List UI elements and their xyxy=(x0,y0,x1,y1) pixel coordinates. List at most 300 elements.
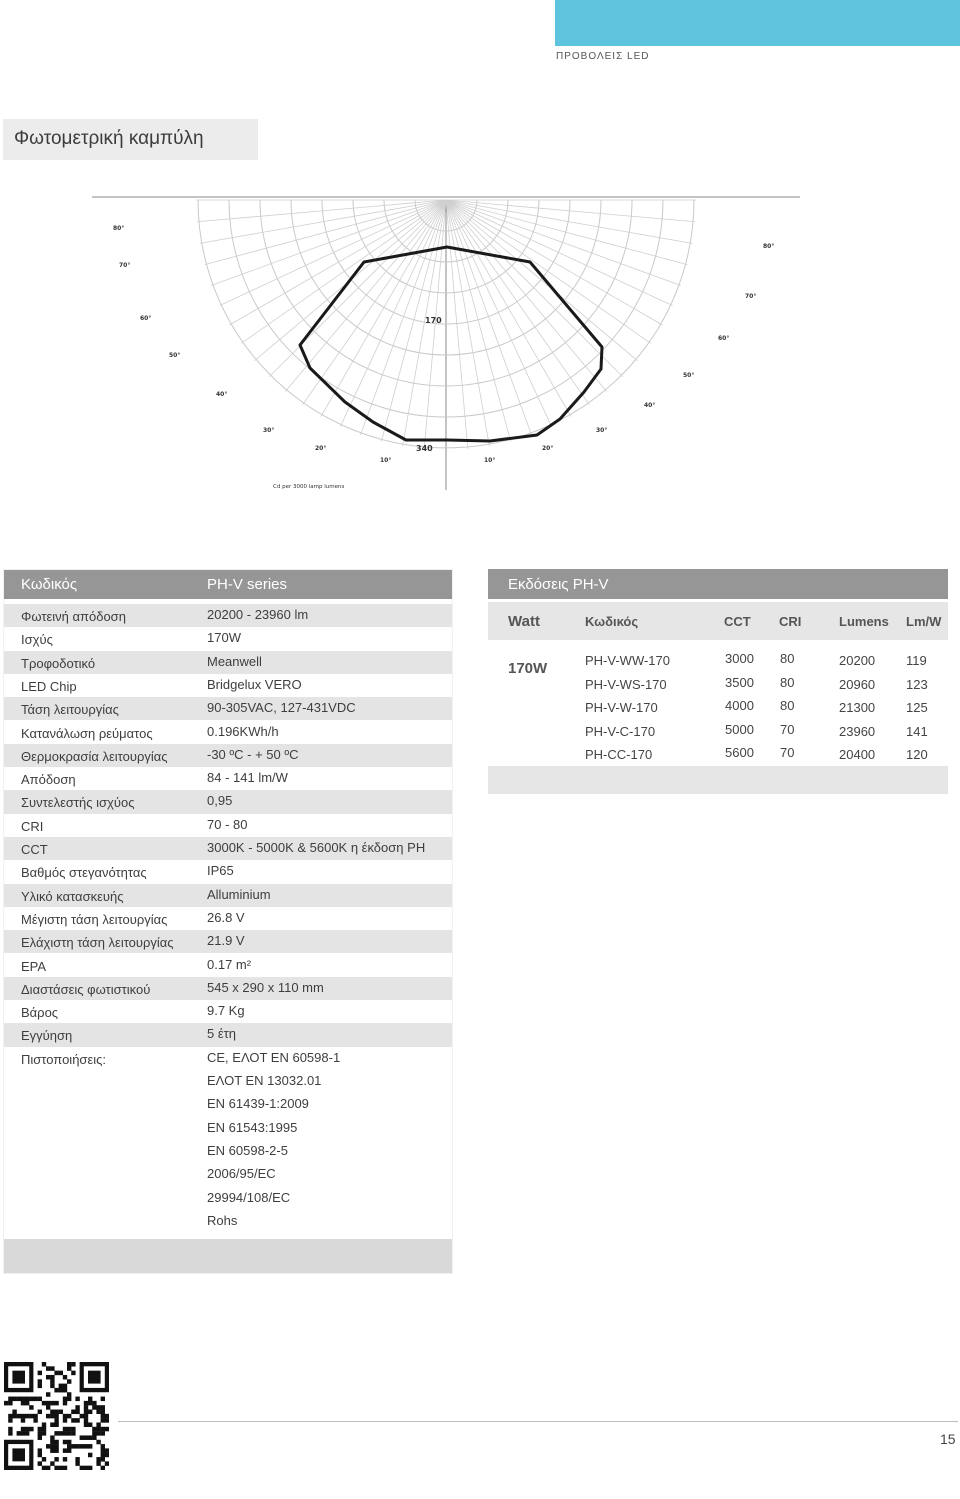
qr-module xyxy=(67,1431,71,1436)
qr-module xyxy=(42,1431,46,1436)
qr-module xyxy=(101,1414,105,1419)
qr-module xyxy=(21,1401,25,1406)
spec-row xyxy=(3,697,453,720)
spec-row-key: Κατανάλωση ρεύματος xyxy=(21,725,153,741)
qr-module xyxy=(67,1379,71,1384)
qr-module xyxy=(29,1397,33,1402)
qr-module xyxy=(67,1427,71,1432)
versions-title: Εκδόσεις PH-V xyxy=(508,576,609,593)
qr-module xyxy=(33,1414,37,1419)
spec-row-value: IP65 xyxy=(207,863,234,879)
spec-row-key: LED Chip xyxy=(21,678,77,694)
versions-watt-value: 170W xyxy=(508,660,548,677)
qr-module xyxy=(42,1362,46,1367)
qr-module xyxy=(21,1431,25,1436)
spec-row-key: CRI xyxy=(21,818,44,834)
qr-module xyxy=(84,1466,88,1470)
spec-row-value: 0.196KWh/h xyxy=(207,723,279,739)
qr-module xyxy=(38,1427,42,1432)
qr-module xyxy=(17,1414,21,1419)
qr-module xyxy=(38,1461,42,1466)
qr-module xyxy=(42,1422,46,1427)
qr-finder-core xyxy=(88,1371,101,1384)
versions-table-header xyxy=(488,569,948,599)
version-lumens: 20960 xyxy=(839,676,876,692)
qr-module xyxy=(101,1427,105,1432)
qr-module xyxy=(54,1401,58,1406)
spec-row-value: EN 61439-1:2009 xyxy=(207,1096,309,1112)
photometric-polar-diagram xyxy=(90,190,802,490)
col-code: Κωδικός xyxy=(585,614,639,629)
spec-row-key: Απόδοση xyxy=(21,772,76,788)
qr-module xyxy=(42,1457,46,1462)
qr-module xyxy=(67,1366,71,1371)
col-lmw: Lm/W xyxy=(906,614,942,629)
spec-row-value: EN 60598-2-5 xyxy=(207,1142,288,1158)
qr-module xyxy=(101,1453,105,1458)
qr-module xyxy=(63,1466,67,1470)
angle-label-right: 80° xyxy=(763,243,775,250)
qr-module xyxy=(105,1448,109,1453)
qr-module xyxy=(101,1457,105,1462)
version-lmw: 123 xyxy=(906,676,928,692)
qr-module xyxy=(59,1466,63,1470)
angle-label-right: 30° xyxy=(596,427,608,434)
qr-module xyxy=(101,1405,105,1410)
qr-module xyxy=(96,1440,100,1445)
polar-spoke xyxy=(211,200,446,286)
qr-module xyxy=(84,1435,88,1440)
qr-module xyxy=(38,1410,42,1415)
spec-row-value: CE, ΕΛΟΤ EN 60598-1 xyxy=(207,1049,341,1065)
spec-table xyxy=(3,569,453,1274)
polar-spoke xyxy=(446,200,681,286)
spec-row xyxy=(3,884,453,907)
spec-row xyxy=(3,744,453,767)
qr-module xyxy=(50,1414,54,1419)
version-lmw: 119 xyxy=(906,653,927,668)
qr-module xyxy=(101,1418,105,1423)
qr-module xyxy=(101,1431,105,1436)
qr-module xyxy=(71,1362,75,1367)
spec-row-key: Πιστοποιήσεις: xyxy=(21,1051,107,1067)
qr-module xyxy=(84,1444,88,1449)
qr-module xyxy=(63,1440,67,1445)
qr-code-svg xyxy=(4,1362,109,1470)
qr-module xyxy=(38,1397,42,1402)
qr-module xyxy=(42,1401,46,1406)
spec-row-value: Rohs xyxy=(207,1212,238,1228)
spec-row-key: Τάση λειτουργίας xyxy=(21,702,119,718)
qr-module xyxy=(80,1466,84,1470)
qr-module xyxy=(71,1371,75,1376)
spec-row-key: Υλικό κατασκευής xyxy=(21,888,124,904)
qr-module xyxy=(96,1461,100,1466)
qr-module xyxy=(75,1405,79,1410)
qr-module xyxy=(92,1427,96,1432)
qr-module xyxy=(101,1397,105,1402)
qr-module xyxy=(75,1457,79,1462)
qr-module xyxy=(59,1431,63,1436)
polar-grid xyxy=(92,197,800,490)
angle-label-right: 70° xyxy=(745,293,757,300)
spec-row-value: 29994/108/EC xyxy=(207,1189,291,1205)
qr-module xyxy=(63,1431,67,1436)
qr-module xyxy=(84,1405,88,1410)
qr-module xyxy=(75,1444,79,1449)
spec-row-value: 9.7 Kg xyxy=(207,1003,245,1019)
qr-module xyxy=(54,1422,58,1427)
qr-module xyxy=(50,1422,54,1427)
qr-module xyxy=(101,1448,105,1453)
spec-row-key: Φωτεινή απόδοση xyxy=(21,609,126,624)
qr-module xyxy=(50,1379,54,1384)
spec-row xyxy=(3,790,453,813)
spec-row xyxy=(3,930,453,953)
spec-row xyxy=(3,1023,453,1046)
qr-module xyxy=(67,1440,71,1445)
qr-module xyxy=(71,1427,75,1432)
qr-module xyxy=(92,1435,96,1440)
qr-module xyxy=(63,1401,67,1406)
spec-row-value: 26.8 V xyxy=(207,909,245,925)
qr-module xyxy=(46,1392,50,1397)
spec-row xyxy=(3,1070,453,1093)
angle-label-left: 30° xyxy=(263,427,275,434)
qr-module xyxy=(101,1466,105,1470)
qr-module xyxy=(101,1410,105,1415)
spec-row-value: 170W xyxy=(207,630,241,646)
version-lumens: 21300 xyxy=(839,700,876,715)
qr-module xyxy=(38,1371,42,1376)
qr-module xyxy=(8,1414,12,1419)
spec-row-key: Ελάχιστη τάση λειτουργίας xyxy=(21,935,174,951)
version-row xyxy=(488,745,948,769)
polar-diagram-svg xyxy=(90,190,802,490)
qr-module xyxy=(63,1427,67,1432)
spec-row-key: Ισχύς xyxy=(21,632,53,648)
qr-module xyxy=(75,1461,79,1466)
version-row xyxy=(488,675,948,699)
col-cct: CCT xyxy=(724,614,751,629)
qr-module xyxy=(84,1401,88,1406)
versions-table xyxy=(488,569,948,794)
qr-module xyxy=(67,1362,71,1367)
qr-module xyxy=(80,1414,84,1419)
angle-label-left: 10° xyxy=(380,457,392,464)
qr-module xyxy=(71,1444,75,1449)
version-code: PH-V-WW-170 xyxy=(585,653,670,668)
spec-header-value: PH-V series xyxy=(207,576,288,593)
qr-module xyxy=(59,1371,63,1376)
spec-row-key: EPA xyxy=(21,958,47,974)
header-accent-bar xyxy=(555,0,960,46)
spec-row xyxy=(3,651,453,674)
polar-spoke xyxy=(197,200,446,222)
version-cri: 80 xyxy=(780,674,795,690)
spec-row-value: 3000K - 5000K & 5600K η έκδοση PH xyxy=(207,840,426,855)
spec-row xyxy=(3,1187,453,1210)
qr-module xyxy=(12,1414,16,1419)
qr-module xyxy=(105,1461,109,1466)
qr-module xyxy=(50,1444,54,1449)
qr-module xyxy=(50,1366,54,1371)
spec-row-value: Meanwell xyxy=(207,653,262,669)
qr-module xyxy=(54,1457,58,1462)
spec-row xyxy=(3,954,453,977)
polar-spoke xyxy=(446,200,511,441)
spec-row-value: Bridgelux VERO xyxy=(207,676,302,692)
spec-row xyxy=(3,1140,453,1163)
spec-row-key: Βάρος xyxy=(21,1005,59,1021)
qr-module xyxy=(54,1410,58,1415)
version-cct: 4000 xyxy=(725,698,754,713)
qr-module xyxy=(96,1410,100,1415)
qr-module xyxy=(88,1435,92,1440)
qr-module xyxy=(96,1427,100,1432)
spec-row-value: 70 - 80 xyxy=(207,816,248,832)
polar-labels xyxy=(113,225,774,464)
qr-module xyxy=(63,1375,67,1380)
col-cri: CRI xyxy=(779,614,802,629)
polar-spoke xyxy=(446,200,468,449)
qr-module xyxy=(63,1397,67,1402)
spec-row xyxy=(3,1163,453,1186)
qr-module xyxy=(54,1431,58,1436)
qr-module xyxy=(54,1371,58,1376)
version-lmw: 125 xyxy=(906,700,928,715)
qr-module xyxy=(46,1375,50,1380)
qr-module xyxy=(50,1401,54,1406)
qr-module xyxy=(21,1418,25,1423)
version-code: PH-CC-170 xyxy=(585,747,653,762)
qr-module xyxy=(25,1401,29,1406)
qr-module xyxy=(71,1418,75,1423)
spec-row-key: Διαστάσεις φωτιστικού xyxy=(21,981,151,997)
version-cri: 70 xyxy=(780,721,795,737)
qr-module xyxy=(63,1418,67,1423)
spec-row xyxy=(3,837,453,860)
spec-row xyxy=(3,674,453,697)
qr-module xyxy=(46,1466,50,1470)
versions-column-headers xyxy=(488,602,948,640)
qr-module xyxy=(38,1431,42,1436)
qr-module xyxy=(63,1384,67,1389)
version-cct: 3000 xyxy=(725,651,754,666)
qr-module xyxy=(105,1427,109,1432)
qr-module xyxy=(46,1405,50,1410)
qr-module xyxy=(8,1427,12,1432)
qr-module xyxy=(59,1384,63,1389)
spec-row-value: 545 x 290 x 110 mm xyxy=(207,979,324,995)
spec-row xyxy=(3,1047,453,1070)
qr-module xyxy=(63,1388,67,1393)
spec-row-key: Εγγύηση xyxy=(21,1028,73,1044)
qr-module xyxy=(50,1448,54,1453)
qr-module xyxy=(17,1397,21,1402)
col-watt: Watt xyxy=(508,613,540,630)
qr-module xyxy=(4,1401,8,1406)
spec-row xyxy=(3,1210,453,1233)
version-row xyxy=(488,722,948,746)
qr-module xyxy=(88,1397,92,1402)
spec-row xyxy=(3,721,453,744)
qr-module xyxy=(8,1397,12,1402)
angle-label-left: 40° xyxy=(216,391,228,398)
qr-finder-core xyxy=(12,1371,25,1384)
versions-table-footer xyxy=(488,766,948,794)
spec-row xyxy=(3,767,453,790)
version-cri: 80 xyxy=(780,698,795,713)
angle-label-left: 50° xyxy=(169,352,181,359)
spec-row xyxy=(3,604,453,627)
qr-module xyxy=(105,1414,109,1419)
qr-module xyxy=(67,1392,71,1397)
footer-divider xyxy=(118,1421,958,1422)
intensity-label-170: 170 xyxy=(425,316,442,325)
qr-module xyxy=(75,1397,79,1402)
qr-module xyxy=(88,1444,92,1449)
spec-row-value: 20200 - 23960 lm xyxy=(207,607,309,622)
polar-spoke xyxy=(446,200,532,435)
qr-module xyxy=(88,1453,92,1458)
qr-module xyxy=(67,1397,71,1402)
qr-module xyxy=(38,1379,42,1384)
angle-label-left: 60° xyxy=(140,315,152,322)
qr-module xyxy=(67,1448,71,1453)
angle-label-right: 10° xyxy=(484,457,496,464)
qr-module xyxy=(105,1453,109,1458)
angle-label-left: 70° xyxy=(119,262,131,269)
spec-row xyxy=(3,1117,453,1140)
qr-module xyxy=(88,1422,92,1427)
qr-module xyxy=(105,1418,109,1423)
qr-module xyxy=(63,1414,67,1419)
qr-module xyxy=(67,1414,71,1419)
version-cri: 70 xyxy=(780,745,795,760)
qr-module xyxy=(12,1410,16,1415)
qr-module xyxy=(96,1457,100,1462)
qr-module xyxy=(92,1431,96,1436)
qr-module xyxy=(25,1414,29,1419)
qr-module xyxy=(21,1414,25,1419)
polar-spoke xyxy=(446,200,695,222)
qr-module xyxy=(54,1388,58,1393)
qr-module xyxy=(33,1397,37,1402)
qr-module xyxy=(54,1444,58,1449)
version-code: PH-V-C-170 xyxy=(585,723,656,739)
qr-module xyxy=(59,1388,63,1393)
version-cri: 80 xyxy=(780,651,795,666)
intensity-label-340: 340 xyxy=(416,444,433,453)
qr-module xyxy=(88,1466,92,1470)
qr-module xyxy=(50,1435,54,1440)
qr-module xyxy=(50,1440,54,1445)
qr-module xyxy=(38,1448,42,1453)
qr-module xyxy=(25,1397,29,1402)
qr-module xyxy=(84,1418,88,1423)
version-lmw: 120 xyxy=(906,747,928,762)
spec-table-header xyxy=(3,569,453,599)
qr-module xyxy=(84,1414,88,1419)
spec-row xyxy=(3,814,453,837)
qr-module xyxy=(54,1466,58,1470)
qr-module xyxy=(54,1418,58,1423)
qr-module xyxy=(96,1431,100,1436)
polar-spoke xyxy=(446,200,552,427)
qr-module xyxy=(46,1366,50,1371)
version-row xyxy=(488,651,948,675)
qr-module xyxy=(54,1440,58,1445)
angle-label-right: 20° xyxy=(542,445,554,452)
spec-row xyxy=(3,907,453,930)
qr-module xyxy=(80,1435,84,1440)
qr-module xyxy=(33,1418,37,1423)
page-number: 15 xyxy=(940,1431,956,1447)
spec-row-value: Alluminium xyxy=(207,886,271,902)
qr-module xyxy=(8,1431,12,1436)
angle-label-right: 60° xyxy=(718,335,730,342)
spec-header-key: Κωδικός xyxy=(21,576,78,593)
qr-module xyxy=(54,1414,58,1419)
qr-module xyxy=(101,1444,105,1449)
version-lumens: 20200 xyxy=(839,653,876,668)
qr-module xyxy=(17,1431,21,1436)
qr-module xyxy=(63,1448,67,1453)
qr-module xyxy=(50,1410,54,1415)
qr-module xyxy=(46,1414,50,1419)
qr-module xyxy=(75,1418,79,1423)
qr-module xyxy=(96,1405,100,1410)
qr-module xyxy=(50,1375,54,1380)
spec-table-footer xyxy=(3,1239,453,1274)
qr-code xyxy=(4,1362,109,1470)
version-cct: 5600 xyxy=(725,745,754,760)
qr-module xyxy=(80,1444,84,1449)
spec-row-value: 84 - 141 lm/W xyxy=(207,770,288,786)
version-cct: 3500 xyxy=(725,674,754,690)
spec-row-value: -30 ºC - + 50 ºC xyxy=(207,746,299,762)
qr-module xyxy=(29,1427,33,1432)
qr-module xyxy=(29,1405,33,1410)
chart-caption: Cd per 3000 lamp lumens xyxy=(273,484,345,490)
qr-module xyxy=(54,1448,58,1453)
qr-module xyxy=(50,1461,54,1466)
qr-module xyxy=(71,1410,75,1415)
qr-module xyxy=(8,1401,12,1406)
qr-module xyxy=(50,1384,54,1389)
version-lumens: 23960 xyxy=(839,723,876,739)
qr-module xyxy=(46,1401,50,1406)
spec-row-key: Θερμοκρασία λειτουργίας xyxy=(21,748,168,764)
qr-module xyxy=(25,1427,29,1432)
spec-row xyxy=(3,977,453,1000)
spec-row-value: 0,95 xyxy=(207,793,233,809)
photometric-section-title: Φωτομετρική καμπύλη xyxy=(3,119,258,160)
spec-row xyxy=(3,860,453,883)
qr-module xyxy=(75,1410,79,1415)
angle-label-left: 80° xyxy=(113,225,125,232)
qr-module xyxy=(8,1418,12,1423)
version-lmw: 141 xyxy=(906,723,928,739)
col-lumens: Lumens xyxy=(839,614,889,629)
qr-module xyxy=(46,1444,50,1449)
qr-module xyxy=(84,1410,88,1415)
spec-row-value: 2006/95/EC xyxy=(207,1166,276,1182)
version-cct: 5000 xyxy=(725,721,754,737)
spec-row-key: Βαθμός στεγανότητας xyxy=(21,865,147,881)
qr-module xyxy=(59,1410,63,1415)
